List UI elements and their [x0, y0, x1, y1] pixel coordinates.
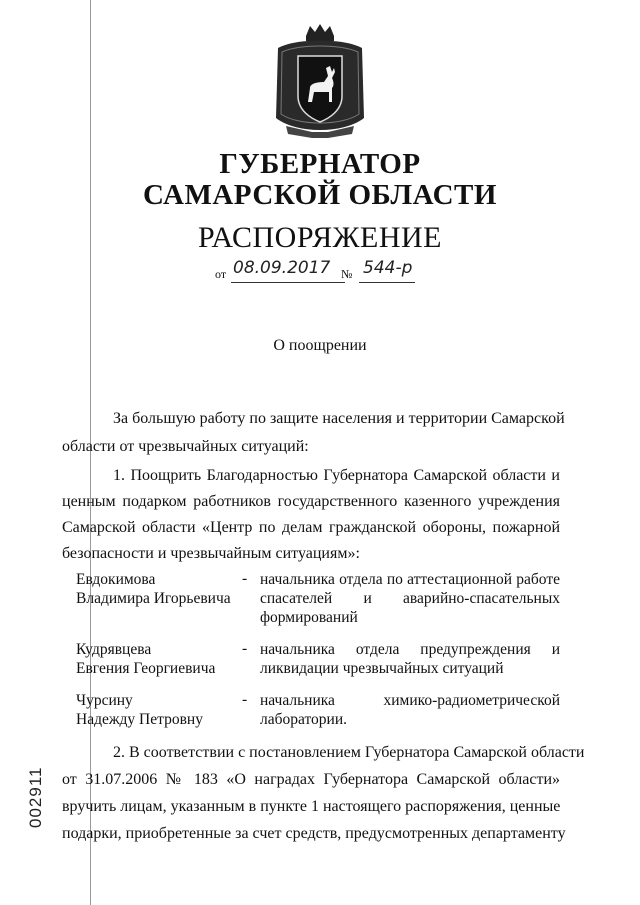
item2-line-3: вручить лицам, указанным в пункте 1 настоящего распоряжения, ценные	[62, 798, 561, 815]
coat-of-arms-emblem	[272, 22, 368, 142]
issuer-region: САМАРСКОЙ ОБЛАСТИ	[143, 179, 497, 211]
awardee-position: начальника отдела предупреждения и ликвидации чрезвычайных ситуаций	[260, 641, 560, 677]
date-underline	[231, 282, 345, 283]
awardee-given-names: Евгения Георгиевича	[76, 660, 216, 677]
awardee-given-names: Надежду Петровну	[76, 711, 203, 728]
item1-line-4: безопасности и чрезвычайным ситуациям»:	[62, 545, 360, 562]
number-underline	[359, 282, 415, 283]
item2-line-2: от 31.07.2006 № 183 «О наградах Губернатора Самарской области»	[62, 771, 560, 788]
awardee-name	[76, 640, 215, 678]
archive-stamp-number: 002911	[26, 766, 45, 828]
document-date-number	[215, 258, 455, 284]
item1-line-1: 1. Поощрить Благодарностью Губернатора Самарской области и	[113, 467, 560, 484]
issuer-title: ГУБЕРНАТОР	[219, 148, 421, 180]
item1-line-2: ценным подарком работников государственного казенного учреждения	[62, 493, 560, 510]
date-prefix: от	[215, 267, 227, 281]
awardee-dash: -	[242, 640, 248, 657]
handwritten-number: 544-р	[363, 258, 413, 278]
awardee-name	[76, 570, 231, 608]
item2-line-1: 2. В соответствии с постановлением Губернатора Самарской области	[113, 744, 585, 761]
document-subject: О поощрении	[273, 337, 367, 354]
awardee-position: начальника химико-радиометрической лаборатории.	[260, 692, 560, 728]
number-prefix: №	[341, 267, 353, 281]
awardee-surname: Евдокимова	[76, 571, 156, 588]
item1-line-3: Самарской области «Центр по делам гражданской обороны, пожарной	[62, 519, 560, 536]
item2-line-4: подарки, приобретенные за счет средств, предусмотренных департаменту	[62, 825, 566, 842]
awardee-surname: Кудрявцева	[76, 641, 152, 658]
awardee-dash: -	[242, 691, 248, 708]
awardee-surname: Чурсину	[76, 692, 133, 709]
awardee-given-names: Владимира Игорьевича	[76, 590, 231, 607]
intro-line-2: области от чрезвычайных ситуаций:	[62, 438, 309, 455]
handwritten-date: 08.09.2017	[233, 258, 331, 278]
awardee-position: начальника отдела по аттестационной работе спасателей и аварийно-спасательных формирований	[260, 571, 560, 626]
awardee-name	[76, 691, 203, 729]
document-type: РАСПОРЯЖЕНИЕ	[197, 221, 443, 254]
awardee-dash: -	[242, 570, 248, 587]
intro-line-1: За большую работу по защите населения и территории Самарской	[113, 410, 565, 427]
